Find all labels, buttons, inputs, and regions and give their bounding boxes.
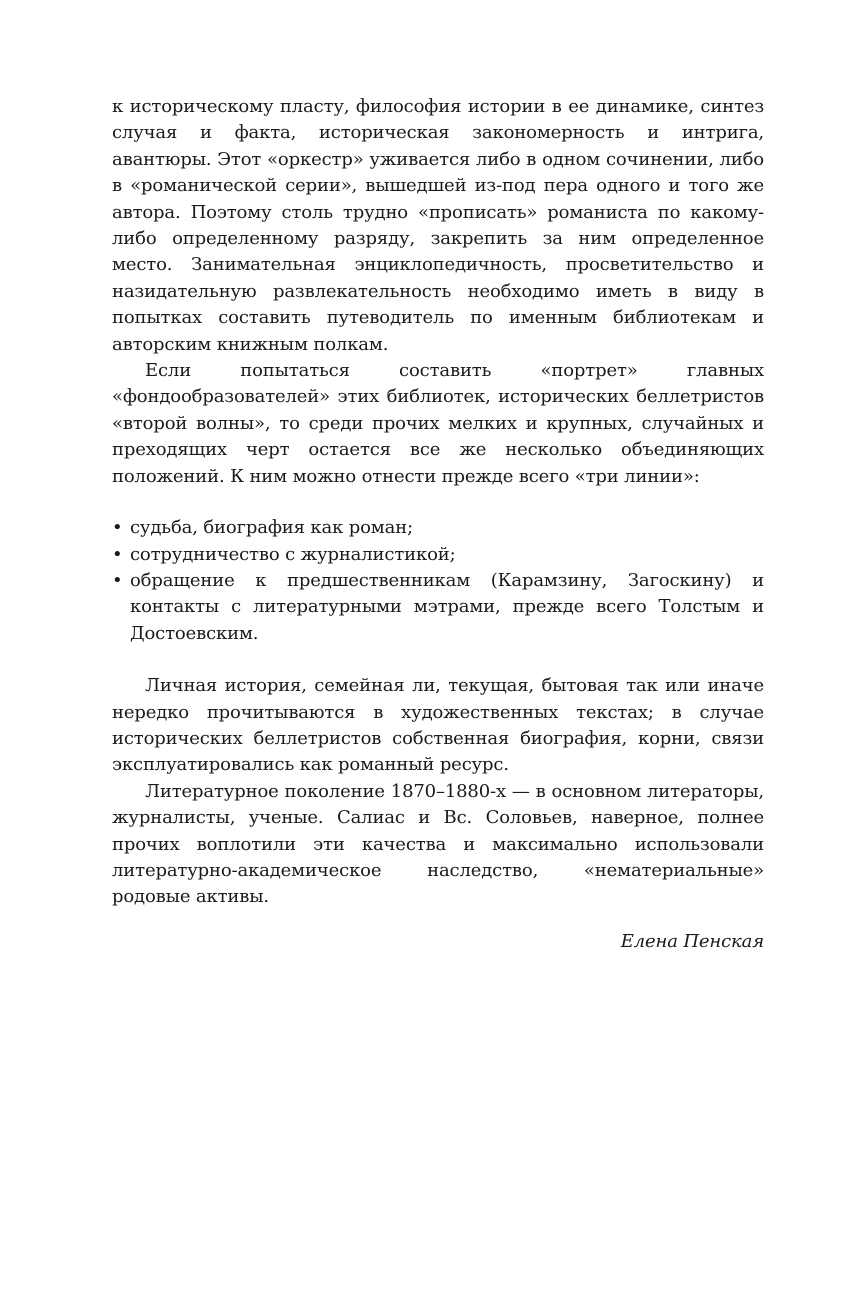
paragraph-portrait: Если попытаться составить «портрет» главных «фондообразователей» этих библиотек, исторических беллетристов «второй волны», то среди прочих мелких и крупных, случайных и преходящих черт остается все же несколько объединяющих положений. К ним можно отнести прежде всего «три линии»: [112,360,764,487]
bullet-icon: • [112,543,123,565]
list-item-text: обращение к предшественникам (Карамзину, Загоскину) и контакты с литературными мэтрами, прежде всего Толстым и Достоевским. [130,569,764,644]
page-body [112,94,764,955]
bullet-icon: • [112,569,123,591]
paragraph-personal-history: Личная история, семейная ли, текущая, бытовая так или иначе нередко прочитываются в художественных текстах; в случае исторических беллетристов собственная биография, корни, связи эксплуатировались как романный ресурс. [112,675,764,776]
list-item-text: судьба, биография как роман; [130,517,413,539]
list-item-text: сотрудничество с журналистикой; [130,543,456,565]
three-lines-list [112,515,764,647]
paragraph-literary-generation: Литературное поколение 1870–1880-х — в основном литераторы, журналисты, ученые. Салиас и Вс. Соловьев, наверное, полнее прочих воплотили эти качества и максимально использовали литературно-академическое наследство, «нематериальные» родовые активы. [112,780,764,908]
list-item [112,568,764,647]
list-item [112,542,764,568]
list-item [112,515,764,541]
author-signature: Елена Пенская [620,930,764,952]
bullet-icon: • [112,517,123,539]
paragraph-continuation: к историческому пласту, философия истории в ее динамике, синтез случая и факта, историческая закономерность и интрига, авантюры. Этот «оркестр» уживается либо в одном сочинении, либо в «романической серии», вышедшей из-под пера одного и того же автора. Поэтому столь трудно «прописать» романиста по какому-либо определенному разряду, закрепить за ним определенное место. Занимательная энциклопедичность, просветительство и назидательную развлекательность необходимо иметь в виду в попытках составить путеводитель по именным библиотекам и авторским книжным полкам. [112,96,764,355]
